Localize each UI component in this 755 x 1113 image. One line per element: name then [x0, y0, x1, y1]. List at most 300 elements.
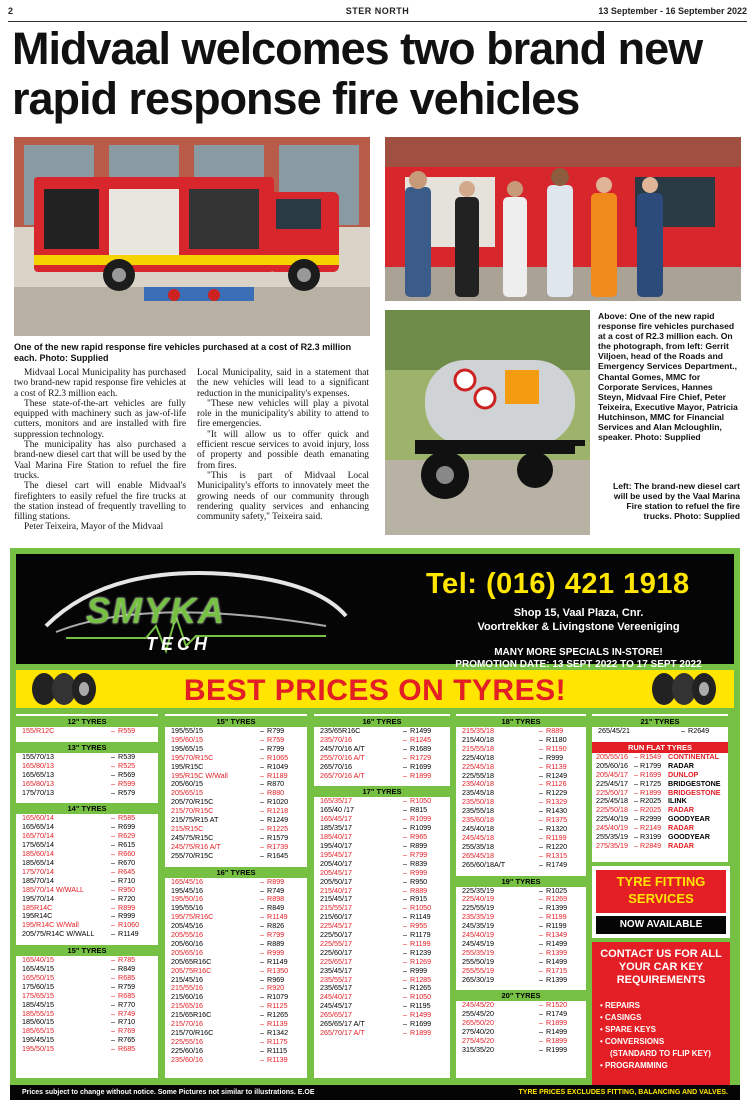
price-row	[16, 789, 158, 798]
section-name: STER NORTH	[345, 6, 410, 16]
tyre-size: 265/30/19	[462, 975, 494, 984]
caption-right-above: Above: One of the new rapid response fire vehicles purchased at a cost of R2.3 million each. On the photograph, from left: Gerrit Viljoen, head of the Roads and Emergency Services Department., Chantal Gomes, MMC for Corporate Services, Hannes Steyn, Midvaal Fire Chief, Peter Teixeira, Executive Mayor, Patricia Hutchinson, MMC for Financial Services and Alan Mcloughlin, speaker. Photo: Supplied	[598, 311, 738, 443]
price-row	[16, 850, 158, 859]
tyre-price: R1025	[546, 885, 568, 895]
dash-separator: –	[403, 912, 407, 922]
article-column-1	[14, 368, 186, 533]
contact-line: YOUR CAR KEY	[618, 961, 704, 973]
tyre-price: R899	[118, 902, 136, 912]
service-label: (STANDARD TO FLIP KEY)	[610, 1049, 711, 1058]
tyre-size: 255/35/19	[596, 832, 628, 842]
dash-separator: –	[260, 885, 264, 895]
group-photo	[385, 137, 741, 301]
dash-separator: –	[111, 1008, 115, 1018]
price-row	[16, 868, 158, 877]
dash-separator: –	[260, 788, 264, 798]
runflat-row	[592, 842, 728, 851]
paragraph: "This is part of Midvaal Local Municipality's efforts to innovately meet the growing needs of our community through rendering quality services and enhancing community safety," Teixeira said.	[197, 470, 369, 523]
price-row	[16, 1001, 158, 1010]
dash-separator: –	[111, 769, 115, 779]
tyre-size: 185/55/15	[22, 1009, 54, 1018]
paragraph: These state-of-the-art vehicles are fully equipped with machinery such as jaw-of-life cutters, monitors and are installed with fire suppression technology.	[14, 398, 186, 440]
tyre-size: 245/45/19	[462, 939, 494, 948]
tyre-price: R1269	[546, 894, 568, 904]
tyre-size: 245/75/R16 A/T	[171, 842, 221, 851]
tyre-price: R1899	[640, 787, 662, 797]
tyre-size: 215/70/16	[171, 1020, 203, 1029]
tyre-price: R1175	[267, 1036, 288, 1046]
tyre-price: R999	[267, 947, 285, 957]
tyre-price: R1285	[410, 974, 432, 984]
price-row	[16, 956, 158, 965]
dash-separator: –	[260, 779, 264, 789]
dash-separator: –	[403, 903, 407, 913]
tyre-price: R915	[410, 894, 428, 904]
tyre-price: R1199	[546, 921, 567, 931]
dash-separator: –	[403, 805, 407, 815]
dash-separator: –	[260, 832, 264, 842]
tyre-size: 195/75/R16C	[171, 913, 214, 922]
tyre-size: 215/65R16C	[171, 1011, 212, 1020]
price-row	[16, 727, 158, 736]
dash-separator: –	[260, 876, 264, 886]
tyre-size: 205/70/R15C	[171, 798, 214, 807]
tyre-size: 225/35/19	[462, 886, 494, 895]
tyre-price: R1399	[546, 974, 568, 984]
dash-separator: –	[403, 938, 407, 948]
tyre-size: 275/35/19	[596, 840, 628, 850]
address-line: Voortrekker & Livingstone Vereeniging	[477, 621, 680, 633]
tyre-price: R1125	[267, 1001, 288, 1011]
tyre-price: R1699	[410, 761, 432, 771]
dash-separator: –	[634, 769, 638, 779]
dash-separator: –	[539, 1036, 543, 1046]
tyre-size: 215/70/R15C	[171, 807, 214, 816]
paragraph: Peter Teixeira, Mayor of the Midvaal	[24, 522, 164, 533]
section-title: 21" TYRES	[592, 716, 728, 727]
tyre-size: 215/60/17	[320, 913, 352, 922]
dash-separator: –	[260, 983, 264, 993]
price-row	[314, 842, 450, 851]
dash-separator: –	[403, 894, 407, 904]
tyre-price: R710	[118, 1017, 136, 1027]
tyre-price: R710	[118, 875, 136, 885]
tyre-size: 205/75R16C	[171, 966, 212, 975]
tyre-price: R1229	[546, 788, 568, 798]
fire-truck-photo	[14, 137, 370, 336]
tyre-price: R815	[410, 805, 428, 815]
dash-separator: –	[111, 990, 115, 1000]
tyre-price: R615	[118, 840, 136, 850]
dash-separator: –	[539, 823, 543, 833]
tyre-price: R599	[118, 778, 136, 788]
tyre-price: R585	[118, 813, 136, 823]
tyre-size: 195/55/16	[171, 904, 203, 913]
dash-separator: –	[111, 866, 115, 876]
tyre-price: R1079	[267, 992, 289, 1002]
tyre-size: 205/40/17	[320, 859, 352, 868]
tyre-brand: GOODYEAR	[668, 814, 710, 824]
tyre-size: 195/50/15	[22, 1045, 54, 1054]
tyre-price: R1149	[410, 912, 431, 922]
tyre-size: 215/55/17	[320, 904, 352, 913]
tyre-size: 215/60/16	[171, 993, 203, 1002]
tyre-size: 265/70/16	[320, 762, 352, 771]
tyre-size: 235/40/18	[462, 780, 494, 789]
tyre-price: R3199	[640, 832, 662, 842]
price-row	[165, 878, 307, 887]
tyre-size: 205/55/16	[596, 751, 628, 761]
dash-separator: –	[403, 1001, 407, 1011]
tyre-size: 225/40/18	[462, 753, 494, 762]
tyre-fitting-line: SERVICES	[628, 891, 694, 906]
tyre-price: R579	[118, 787, 136, 797]
price-row	[16, 1036, 158, 1045]
dash-separator: –	[111, 857, 115, 867]
tyre-price: R1739	[267, 841, 289, 851]
tyre-price: R749	[267, 885, 285, 895]
dash-separator: –	[111, 813, 115, 823]
tyre-size: 195/70/14	[22, 894, 54, 903]
tyre-price: R799	[267, 930, 285, 940]
price-column-4	[456, 714, 586, 1078]
tyre-size: 185/40/17	[320, 833, 352, 842]
dash-separator: –	[539, 1045, 543, 1054]
dash-separator: –	[539, 806, 543, 816]
dash-separator: –	[260, 1001, 264, 1011]
dash-separator: –	[260, 761, 264, 771]
tyre-size: 225/50/17	[320, 931, 352, 940]
tyre-size: 165/40 /17	[320, 806, 354, 815]
tyre-size: 265/45/21	[598, 727, 630, 735]
tyre-size: 235/55/17	[320, 975, 352, 984]
dash-separator: –	[111, 849, 115, 859]
tyre-size: 205/60/16	[596, 760, 628, 770]
tyre-price: R1699	[640, 769, 662, 779]
dash-separator: –	[539, 974, 543, 984]
tyre-size: 175/65/14	[22, 841, 54, 850]
headline: Midvaal welcomes two brand new rapid response fire vehicles	[12, 23, 703, 124]
tyre-size: 315/35/20	[462, 1046, 494, 1054]
promo-line: MANY MORE SPECIALS IN-STORE!	[494, 647, 663, 658]
tyre-price: R1499	[546, 1027, 568, 1037]
section-title: 19" TYRES	[456, 876, 586, 887]
tyre-price: R1195	[410, 1001, 431, 1011]
tyre-price: R1350	[267, 965, 289, 975]
tyre-size: 235/60/18	[462, 816, 494, 825]
tyre-price: R1050	[410, 796, 432, 806]
dash-separator: –	[634, 760, 638, 770]
tyre-price: R660	[118, 849, 136, 859]
tyre-size: 205/45/17	[596, 769, 628, 779]
tyre-price: R880	[267, 788, 285, 798]
bullet-icon: •	[600, 1037, 606, 1046]
dash-separator: –	[403, 823, 407, 833]
dash-separator: –	[260, 1010, 264, 1020]
price-row	[314, 797, 450, 806]
dash-separator: –	[403, 965, 407, 975]
tyre-size: 225/65/17	[320, 957, 352, 966]
tyre-size: 225/40/19	[596, 814, 628, 824]
dash-separator: –	[111, 911, 115, 921]
dash-separator: –	[111, 999, 115, 1009]
tyre-size: 235/45/18	[462, 789, 494, 798]
tyre-size: 245/40/19	[596, 823, 628, 833]
dash-separator: –	[634, 814, 638, 824]
dash-separator: –	[403, 1028, 407, 1037]
price-row	[165, 940, 307, 949]
dash-separator: –	[260, 797, 264, 807]
dash-separator: –	[260, 850, 264, 860]
dash-separator: –	[403, 974, 407, 984]
dash-separator: –	[111, 760, 115, 770]
tyre-price: R685	[118, 1044, 136, 1054]
price-row	[16, 895, 158, 904]
dash-separator: –	[403, 1019, 407, 1029]
price-row	[16, 983, 158, 992]
dash-separator: –	[403, 796, 407, 806]
price-row	[16, 886, 158, 895]
dash-separator: –	[403, 832, 407, 842]
paragraph: Midvaal Local Municipality has purchased two brand-new rapid response fire vehicles at a cost of R2.3 million each.	[14, 368, 186, 399]
dash-separator: –	[403, 770, 407, 780]
tyre-size: 225/45/18	[596, 796, 628, 806]
dash-separator: –	[260, 956, 264, 966]
price-column-1	[16, 714, 158, 1078]
dash-separator: –	[111, 929, 115, 939]
tyre-size: 165/60/14	[22, 814, 54, 823]
tyre-price: R1225	[267, 823, 289, 833]
tyre-price: R1725	[640, 778, 662, 788]
section-title: 17" TYRES	[314, 786, 450, 797]
bullet-icon: •	[600, 1001, 606, 1010]
tyre-size: 235/50/18	[462, 798, 494, 807]
dash-separator: –	[111, 964, 115, 974]
tyre-price: R889	[546, 726, 564, 735]
tyre-size: 255/45/20	[462, 1010, 494, 1019]
price-row	[314, 860, 450, 869]
dash-separator: –	[403, 814, 407, 824]
tyre-size: 215/75/R15 AT	[171, 816, 219, 825]
section-title: 16" TYRES	[314, 716, 450, 727]
caption-right-left: Left: The brand-new diesel cart will be used by the Vaal Marina Fire station to refuel the fire trucks. Photo: Supplied	[612, 481, 740, 522]
tyre-size: 225/45/17	[596, 778, 628, 788]
dash-separator: –	[539, 761, 543, 771]
section-title: 15" TYRES	[165, 716, 307, 727]
tyre-size: 235/45/17	[320, 966, 352, 975]
dash-separator: –	[403, 921, 407, 931]
tyre-size: 245/40/18	[462, 824, 494, 833]
price-row	[16, 877, 158, 886]
tyre-size: 235/65/17	[320, 984, 352, 993]
dash-separator: –	[634, 751, 638, 761]
tyre-price: R1220	[546, 841, 568, 851]
service-item	[600, 1048, 726, 1060]
tyre-size: 185R14C	[22, 903, 53, 912]
tyre-price: R799	[410, 849, 428, 859]
page-header	[8, 6, 747, 20]
header-rule	[8, 21, 747, 22]
tyre-price: R569	[118, 769, 136, 779]
price-row	[16, 930, 158, 939]
service-label: REPAIRS	[605, 1001, 640, 1010]
dash-separator: –	[403, 992, 407, 1002]
dash-separator: –	[111, 1035, 115, 1045]
tyre-size: 165/45/17	[320, 815, 352, 824]
dash-separator: –	[111, 822, 115, 832]
page-number: 2	[8, 6, 14, 16]
dash-separator: –	[403, 840, 407, 850]
service-label: SPARE KEYS	[605, 1025, 657, 1034]
dash-separator: –	[539, 965, 543, 975]
tyre-price: R950	[118, 884, 136, 894]
tyre-size: 195/45/17	[320, 850, 352, 859]
dash-separator: –	[260, 903, 264, 913]
dash-separator: –	[111, 1017, 115, 1027]
tyre-price: R1645	[267, 850, 289, 860]
tyre-size: 185/60/15	[22, 1018, 54, 1027]
tyre-advert	[10, 548, 740, 1100]
tyre-size: 165/45/15	[22, 965, 54, 974]
logo-sub: TECH	[146, 634, 211, 654]
price-column-2	[165, 714, 307, 1078]
price-row	[456, 1046, 586, 1055]
tyre-size: 255/50/19	[462, 957, 494, 966]
service-label: CONVERSIONS	[605, 1037, 665, 1046]
tyre-price: R965	[410, 832, 428, 842]
tyre-price: R826	[267, 921, 285, 931]
dash-separator: –	[260, 921, 264, 931]
tyre-size: 205/45/17	[320, 868, 352, 877]
dash-separator: –	[260, 1045, 264, 1055]
dash-separator: –	[539, 859, 543, 869]
dash-separator: –	[111, 787, 115, 797]
price-row	[165, 736, 307, 745]
dash-separator: –	[260, 1054, 264, 1064]
tyre-price: R950	[410, 876, 428, 886]
dash-separator: –	[539, 850, 543, 860]
dash-separator: –	[260, 965, 264, 975]
tyre-size: 245/45/17	[320, 1002, 352, 1011]
dash-separator: –	[539, 770, 543, 780]
tyre-price: R2649	[688, 726, 710, 735]
price-row	[314, 887, 450, 896]
tyre-size: 235/55/18	[462, 807, 494, 816]
tyre-size: 215/45/17	[320, 895, 352, 904]
tyre-size: 215/55/18	[462, 744, 494, 753]
dash-separator: –	[111, 1044, 115, 1054]
service-item	[600, 1000, 726, 1012]
tyre-price: R1139	[267, 1019, 288, 1029]
dash-separator: –	[539, 734, 543, 744]
tyre-price: R889	[410, 885, 428, 895]
tyre-price: R1430	[546, 806, 568, 816]
service-item	[600, 1012, 726, 1024]
tyre-price: R2999	[640, 814, 662, 824]
tyre-size: 265/65/17 A/T	[320, 1020, 365, 1029]
dash-separator: –	[403, 947, 407, 957]
price-row	[165, 852, 307, 861]
section-title: 12" TYRES	[16, 716, 158, 727]
tyre-size: 265/70/16 A/T	[320, 771, 365, 780]
dash-separator: –	[403, 876, 407, 886]
tyre-price: R870	[267, 779, 285, 789]
dash-separator: –	[111, 726, 115, 735]
promo-line: PROMOTION DATE: 13 SEPT 2022 TO 17 SEPT 2022	[455, 659, 702, 670]
tyre-size: 215/40/17	[320, 886, 352, 895]
tyre-size: 255/70/16 A/T	[320, 753, 365, 762]
tyre-size: 185/70/14 W/WALL	[22, 885, 85, 894]
tyre-price: R955	[410, 921, 428, 931]
tyre-size: 255/35/18	[462, 842, 494, 851]
price-row	[16, 771, 158, 780]
tyre-size: 205/75/R14C W/WALL	[22, 930, 95, 939]
dash-separator: –	[260, 894, 264, 904]
tyre-price: R1126	[546, 779, 567, 789]
tyre-price: R525	[118, 760, 136, 770]
tyre-size: 165/80/13	[22, 761, 54, 770]
tyre-brand: GOODYEAR	[668, 832, 710, 842]
dash-separator: –	[403, 956, 407, 966]
tyre-brand: RADAR	[668, 805, 694, 815]
price-row	[165, 922, 307, 931]
tyre-price: R1149	[267, 956, 288, 966]
paragraph: "These new vehicles will play a pivotal role in the municipality's ability to attend to fire emergencies.	[197, 398, 369, 430]
diesel-cart-photo	[385, 310, 590, 535]
tyre-size: 215/35/18	[462, 727, 494, 735]
tyre-price: R1218	[267, 806, 289, 816]
tyre-size: 215/40/18	[462, 735, 494, 744]
bullet-icon: •	[600, 1025, 606, 1034]
price-row	[16, 753, 158, 762]
dash-separator: –	[111, 840, 115, 850]
tyre-size: 205/65/16	[171, 948, 203, 957]
section-title: 16" TYRES	[165, 867, 307, 878]
dash-separator: –	[634, 832, 638, 842]
tyre-size: 205/55/16	[171, 931, 203, 940]
dash-separator: –	[260, 841, 264, 851]
tyre-price: R539	[118, 751, 136, 761]
price-row	[165, 967, 307, 976]
tyre-size: 225/55/18	[462, 771, 494, 780]
tyre-price: R685	[118, 972, 136, 982]
tyre-size: 265/50/20	[462, 1019, 494, 1028]
dash-separator: –	[539, 930, 543, 940]
dash-separator: –	[403, 752, 407, 762]
tyre-size: 225/55/16	[171, 1037, 203, 1046]
tyre-price: R799	[267, 743, 285, 753]
tyre-price: R1799	[640, 760, 662, 770]
tyre-size: 235/35/19	[462, 913, 494, 922]
tyre-size: 265/60/18A/T	[462, 860, 506, 869]
tyre-price: R1520	[546, 1000, 568, 1010]
address-line: Shop 15, Vaal Plaza, Cnr.	[513, 607, 644, 619]
price-row	[456, 861, 586, 870]
dash-separator: –	[260, 823, 264, 833]
tyre-size: 155/70/13	[22, 752, 54, 761]
tyre-size: 225/55/17	[320, 939, 352, 948]
dash-separator: –	[260, 752, 264, 762]
tyre-price: R1020	[267, 797, 289, 807]
price-row	[314, 869, 450, 878]
tyre-price: R839	[410, 858, 428, 868]
tyre-price: R685	[118, 990, 136, 1000]
service-item	[600, 1036, 726, 1048]
tyre-price: R1139	[267, 1054, 288, 1064]
tyre-price: R1139	[546, 761, 567, 771]
tyre-size: 185/45/15	[22, 1000, 54, 1009]
tyre-size: 205/50/17	[320, 877, 352, 886]
